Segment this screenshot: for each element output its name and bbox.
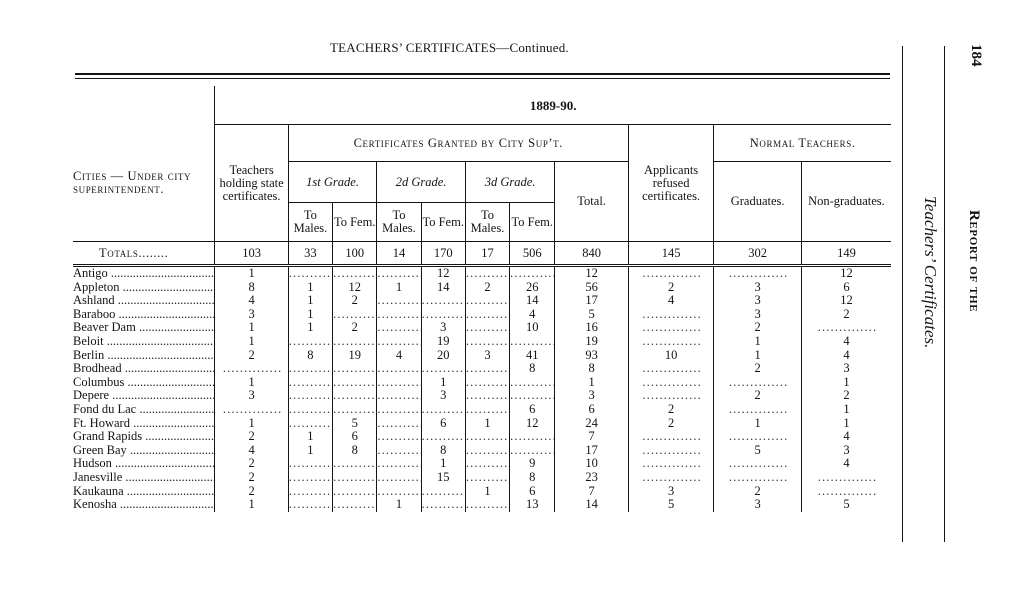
table-cell: [215, 403, 288, 417]
city-name: Brodhead .....: [73, 362, 215, 376]
table-cell: 2: [714, 362, 802, 376]
table-cell: 1: [288, 430, 332, 444]
city-name: Janesville .....: [73, 471, 215, 485]
table-cell: [628, 308, 714, 322]
table-cell: 3: [714, 294, 802, 308]
table-cell: 7: [555, 485, 628, 499]
table-cell: [288, 376, 332, 390]
table-cell: [333, 403, 377, 417]
table-cell: [288, 389, 332, 403]
table-cell: 12: [421, 266, 465, 281]
table-cell: [465, 308, 509, 322]
table-cell: [333, 389, 377, 403]
table-cell: 8: [333, 444, 377, 458]
table-cell: 2: [801, 389, 891, 403]
table-cell: [465, 362, 509, 376]
table-cell: [628, 389, 714, 403]
table-cell: [377, 266, 421, 281]
table-row: [73, 294, 891, 308]
table-cell: 8: [215, 281, 288, 295]
table-cell: 1: [377, 498, 421, 512]
totals-cell: 170: [421, 242, 465, 266]
table-cell: 8: [555, 362, 628, 376]
table-cell: [714, 471, 802, 485]
running-title: TEACHERS’ CERTIFICATES—Continued.: [330, 40, 569, 55]
table-cell: 1: [421, 457, 465, 471]
totals-label: Totals........: [73, 242, 215, 266]
table-cell: 10: [555, 457, 628, 471]
table-cell: [628, 457, 714, 471]
table-cell: 3: [465, 349, 509, 363]
table-cell: 8: [510, 471, 555, 485]
city-name: Ashland .....: [73, 294, 215, 308]
certificates-table: [73, 86, 891, 512]
table-cell: [377, 444, 421, 458]
table-cell: [377, 417, 421, 431]
totals-cell: 506: [510, 242, 555, 266]
table-row: [73, 430, 891, 444]
table-cell: 12: [801, 266, 891, 281]
table-cell: 1: [377, 281, 421, 295]
table-cell: [288, 266, 332, 281]
table-cell: [465, 498, 509, 512]
table-cell: [333, 498, 377, 512]
table-row: [73, 308, 891, 322]
table-cell: 1: [801, 403, 891, 417]
table-row: [73, 471, 891, 485]
table-cell: [421, 430, 465, 444]
table-row: [73, 417, 891, 431]
table-cell: 5: [714, 444, 802, 458]
table-cell: 24: [555, 417, 628, 431]
table-cell: 9: [510, 457, 555, 471]
table-cell: 8: [288, 349, 332, 363]
table-row: [73, 281, 891, 295]
table-cell: 13: [510, 498, 555, 512]
table-cell: 3: [215, 308, 288, 322]
table-row: [73, 485, 891, 499]
table-cell: 6: [801, 281, 891, 295]
table-cell: [465, 403, 509, 417]
table-cell: 26: [510, 281, 555, 295]
city-name: Antigo .....: [73, 266, 215, 281]
table-cell: 19: [333, 349, 377, 363]
table-cell: [377, 308, 421, 322]
table-cell: 17: [555, 444, 628, 458]
table-cell: [465, 457, 509, 471]
table-cell: [377, 457, 421, 471]
table-cell: 1: [215, 321, 288, 335]
table-cell: 2: [215, 430, 288, 444]
table-cell: 2: [801, 308, 891, 322]
table-cell: 2: [714, 389, 802, 403]
table-cell: [333, 485, 377, 499]
table-cell: [333, 376, 377, 390]
city-header: Cities — Under city superintendent.: [73, 168, 192, 196]
city-name: Ft. Howard .....: [73, 417, 215, 431]
table-cell: 19: [421, 335, 465, 349]
city-header-spacer: [73, 86, 215, 125]
table-cell: 6: [421, 417, 465, 431]
table-cell: 2: [333, 321, 377, 335]
table-cell: 10: [510, 321, 555, 335]
table-cell: [333, 308, 377, 322]
table-cell: 1: [288, 281, 332, 295]
g1-males-header: To Males.: [288, 203, 332, 242]
table-cell: [801, 471, 891, 485]
side-rule-2: [944, 46, 945, 542]
table-cell: [801, 321, 891, 335]
totals-cell: 33: [288, 242, 332, 266]
table-cell: [421, 308, 465, 322]
table-cell: [801, 485, 891, 499]
table-cell: 4: [801, 349, 891, 363]
table-cell: 5: [801, 498, 891, 512]
table-cell: [377, 430, 421, 444]
table-cell: 3: [421, 389, 465, 403]
table-cell: 1: [288, 321, 332, 335]
table-cell: 2: [215, 457, 288, 471]
table-cell: 8: [510, 362, 555, 376]
table-cell: [421, 362, 465, 376]
g3-males-header: To Males.: [465, 203, 509, 242]
table-cell: [377, 389, 421, 403]
table-cell: 3: [628, 485, 714, 499]
table-cell: 1: [215, 335, 288, 349]
grade-1-header: 1st Grade.: [288, 162, 377, 203]
table-cell: 1: [288, 444, 332, 458]
table-cell: [465, 266, 509, 281]
table-cell: [628, 321, 714, 335]
table-cell: [377, 471, 421, 485]
table-cell: [510, 389, 555, 403]
table-cell: 3: [215, 389, 288, 403]
table-cell: 4: [801, 457, 891, 471]
table-cell: 2: [628, 403, 714, 417]
table-cell: 6: [555, 403, 628, 417]
table-cell: 15: [421, 471, 465, 485]
city-name: Hudson .....: [73, 457, 215, 471]
table-cell: [288, 457, 332, 471]
table-row: [73, 376, 891, 390]
table-cell: [628, 335, 714, 349]
table-cell: 3: [555, 389, 628, 403]
table-cell: [465, 444, 509, 458]
totals-row: [73, 242, 891, 266]
table-cell: 41: [510, 349, 555, 363]
table-cell: 1: [555, 376, 628, 390]
table-cell: 1: [288, 308, 332, 322]
table-cell: 1: [801, 417, 891, 431]
top-rule-inner: [75, 78, 890, 79]
table-cell: 14: [510, 294, 555, 308]
table-cell: 4: [215, 294, 288, 308]
table-cell: [628, 362, 714, 376]
table-cell: [377, 362, 421, 376]
table-cell: 4: [801, 430, 891, 444]
table-cell: 3: [801, 362, 891, 376]
side-section-title: Teachers’ Certificates.: [921, 196, 940, 349]
graduates-header: Graduates.: [714, 162, 802, 242]
table-cell: 4: [801, 335, 891, 349]
table-cell: [628, 376, 714, 390]
table-cell: 1: [215, 376, 288, 390]
total-header: Total.: [555, 162, 628, 242]
table-cell: 20: [421, 349, 465, 363]
table-cell: 12: [510, 417, 555, 431]
table-cell: 1: [714, 349, 802, 363]
table-cell: [628, 444, 714, 458]
table-row: [73, 266, 891, 281]
city-name: Fond du Lac .....: [73, 403, 215, 417]
table-cell: 1: [465, 485, 509, 499]
table-cell: [714, 430, 802, 444]
table-cell: 3: [421, 321, 465, 335]
table-cell: [421, 485, 465, 499]
table-cell: 4: [628, 294, 714, 308]
city-name: Kenosha .....: [73, 498, 215, 512]
table-cell: 8: [421, 444, 465, 458]
table-cell: 12: [333, 281, 377, 295]
table-row: [73, 403, 891, 417]
table-cell: [288, 417, 332, 431]
table-cell: 17: [555, 294, 628, 308]
side-rule-1: [902, 46, 903, 542]
totals-cell: 17: [465, 242, 509, 266]
table-cell: 14: [555, 498, 628, 512]
granted-header: Certificates Granted by City Sup’t.: [288, 125, 628, 162]
table-cell: [465, 335, 509, 349]
city-name: Columbus .....: [73, 376, 215, 390]
table-row: [73, 457, 891, 471]
table-cell: 4: [510, 308, 555, 322]
table-row: [73, 444, 891, 458]
table-cell: [333, 335, 377, 349]
g3-fem-header: To Fem.: [510, 203, 555, 242]
table-cell: 2: [628, 417, 714, 431]
totals-cell: 103: [215, 242, 288, 266]
table-cell: 56: [555, 281, 628, 295]
g2-fem-header: To Fem.: [421, 203, 465, 242]
g1-fem-header: To Fem.: [333, 203, 377, 242]
table-cell: [288, 403, 332, 417]
table-cell: 2: [215, 349, 288, 363]
table-cell: 6: [510, 485, 555, 499]
table-cell: [465, 376, 509, 390]
table-cell: 14: [421, 281, 465, 295]
table-cell: [333, 362, 377, 376]
table-cell: [377, 294, 421, 308]
table-cell: [333, 266, 377, 281]
table-cell: 1: [465, 417, 509, 431]
grade-2-header: 2d Grade.: [377, 162, 466, 203]
table-cell: [510, 335, 555, 349]
table-cell: 10: [628, 349, 714, 363]
table-cell: [465, 430, 509, 444]
table-cell: [714, 266, 802, 281]
table-cell: 2: [215, 485, 288, 499]
year-header: 1889-90.: [215, 86, 891, 125]
table-cell: [510, 430, 555, 444]
table-cell: [421, 403, 465, 417]
table-cell: [465, 294, 509, 308]
table-cell: [288, 362, 332, 376]
nongraduates-header: Non-graduates.: [801, 162, 891, 242]
table-row: [73, 389, 891, 403]
table-cell: [377, 335, 421, 349]
table-cell: [333, 471, 377, 485]
table-cell: [377, 485, 421, 499]
table-cell: 5: [555, 308, 628, 322]
table-cell: 5: [628, 498, 714, 512]
table-cell: 7: [555, 430, 628, 444]
table-cell: [421, 498, 465, 512]
holding-header: Teachers holding state certificates.: [215, 125, 288, 242]
table-cell: [714, 457, 802, 471]
table-cell: [510, 376, 555, 390]
side-report-header: Report of the: [966, 210, 982, 313]
table-cell: [510, 444, 555, 458]
table-cell: 6: [333, 430, 377, 444]
totals-cell: 840: [555, 242, 628, 266]
table-cell: 3: [801, 444, 891, 458]
page-number: 184: [968, 44, 984, 67]
city-name: Berlin .....: [73, 349, 215, 363]
table-cell: [288, 335, 332, 349]
totals-cell: 302: [714, 242, 802, 266]
table-cell: [288, 485, 332, 499]
table-cell: 23: [555, 471, 628, 485]
table-cell: 3: [714, 281, 802, 295]
table-cell: 3: [714, 498, 802, 512]
table-cell: 3: [714, 308, 802, 322]
table-cell: [377, 321, 421, 335]
totals-cell: 14: [377, 242, 421, 266]
table-cell: 12: [555, 266, 628, 281]
table-cell: 6: [510, 403, 555, 417]
table-row: [73, 349, 891, 363]
table-cell: 4: [215, 444, 288, 458]
table-cell: [628, 430, 714, 444]
top-rule: [75, 73, 890, 75]
city-name: Grand Rapids .....: [73, 430, 215, 444]
totals-cell: 149: [801, 242, 891, 266]
totals-cell: 100: [333, 242, 377, 266]
table-cell: [465, 389, 509, 403]
table-row: [73, 335, 891, 349]
table-cell: 1: [714, 335, 802, 349]
table-cell: 12: [801, 294, 891, 308]
totals-cell: 145: [628, 242, 714, 266]
city-name: Depere .....: [73, 389, 215, 403]
table-cell: [628, 266, 714, 281]
table-cell: 1: [288, 294, 332, 308]
table-cell: 1: [801, 376, 891, 390]
table-row: [73, 321, 891, 335]
table-cell: 2: [465, 281, 509, 295]
table-cell: 2: [215, 471, 288, 485]
table-cell: 1: [714, 417, 802, 431]
table-cell: 93: [555, 349, 628, 363]
table-cell: [421, 294, 465, 308]
table-cell: [714, 403, 802, 417]
g2-males-header: To Males.: [377, 203, 421, 242]
table-cell: [288, 498, 332, 512]
table-cell: [215, 362, 288, 376]
city-name: Baraboo .....: [73, 308, 215, 322]
table-cell: 2: [714, 321, 802, 335]
refused-header: Applicants refused certificates.: [628, 125, 714, 242]
city-name: Kaukauna .....: [73, 485, 215, 499]
grade-3-header: 3d Grade.: [465, 162, 555, 203]
table-cell: 19: [555, 335, 628, 349]
table-cell: [288, 471, 332, 485]
table-row: [73, 498, 891, 512]
table-cell: [628, 471, 714, 485]
table-cell: [333, 457, 377, 471]
table-cell: 1: [421, 376, 465, 390]
table-row: [73, 362, 891, 376]
table-cell: 4: [377, 349, 421, 363]
table-cell: 2: [628, 281, 714, 295]
table-cell: [510, 266, 555, 281]
table-cell: [465, 321, 509, 335]
table-cell: 1: [215, 417, 288, 431]
table-cell: 1: [215, 266, 288, 281]
table-cell: [465, 471, 509, 485]
city-name: Green Bay .....: [73, 444, 215, 458]
table-cell: [377, 403, 421, 417]
normal-header: Normal Teachers.: [714, 125, 891, 162]
city-name: Beaver Dam .....: [73, 321, 215, 335]
table-cell: 16: [555, 321, 628, 335]
table-cell: [377, 376, 421, 390]
city-name: Beloit .....: [73, 335, 215, 349]
table-cell: [714, 376, 802, 390]
table-cell: 5: [333, 417, 377, 431]
city-name: Appleton .....: [73, 281, 215, 295]
table-cell: 2: [714, 485, 802, 499]
table-cell: 1: [215, 498, 288, 512]
table-cell: 2: [333, 294, 377, 308]
